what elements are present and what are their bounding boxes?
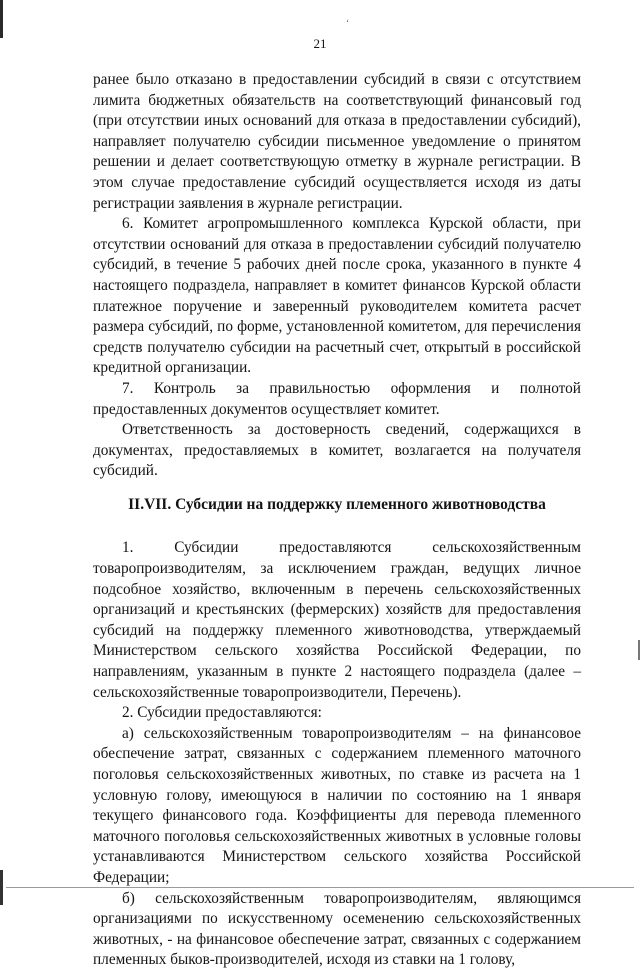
paragraph-subitem-a: а) сельскохозяйственным товаропроизводителям – на финансовое обеспечение затрат, связанных с содержанием племенного маточного поголовья сельскохозяйственных животных, по ставке из расчета на 1 условную голову, имеющуюся в наличии по состоянию на 1 января текущего финансового года. Коэффициенты для перевода племенного маточного поголовья сельскохозяйственных животных в условные головы устанавливаются Министерством сельского хозяйства Российской Федерации; [93,724,581,886]
paragraph-item-7: 7. Контроль за правильностью оформления и полнотой предоставленных документов осуществляет комитет. [93,379,581,418]
document-body [93,70,581,971]
section-title: II.VII. Субсидии на поддержку племенного животноводства [128,495,546,513]
scan-mark: ʻ [346,18,349,28]
paragraph-subitem-b: б) сельскохозяйственным товаропроизводителям, являющимся организациями по искусственному осеменению сельскохозяйственных животных, - на финансовое обеспечение затрат, связанных с содержанием племенных быков-производителей, исходя из ставки на 1 голову, [93,889,581,969]
paragraph-item-1: 1. Субсидии предоставляются сельскохозяйственным товаропроизводителям, за исключением граждан, ведущих личное подсобное хозяйство, включенным в перечень сельскохозяйственных организаций и крестьянских (фермерских) хозяйств для предоставления субсидий на поддержку племенного животноводства, утверждаемый Министерством сельского хозяйства Российской Федерации, по направлениям, указанным в пункте 2 настоящего подраздела (далее – сельскохозяйственные товаропроизводители, Перечень). [93,539,581,701]
bottom-rule [6,887,634,888]
paragraph-item-6: 6. Комитет агропромышленного комплекса Курской области, при отсутствии оснований для отказа в предоставлении субсидий получателю субсидий, в течение 5 рабочих дней после срока, указанного в пункте 4 настоящего подраздела, направляет в комитет финансов Курской области платежное поручение и заверенный руководителем комитета расчет размера субсидий, по форме, установленной комитетом, для перечисления средств получателю субсидии на расчетный счет, открытый в российской кредитной организации. [93,215,581,377]
paragraph-responsibility: Ответственность за достоверность сведений, содержащихся в документах, предоставляемых в комитет, возлагается на получателя субсидий. [93,421,581,480]
page-number: 21 [313,36,327,51]
scan-edge-left [0,0,3,905]
paragraph-item-2: 2. Субсидии предоставляются: [122,704,322,722]
paragraph-continuation: ранее было отказано в предоставлении субсидий в связи с отсутствием лимита бюджетных обязательств на соответствующий финансовый год (при отсутствии иных оснований для отказа в предоставлении субсидий), направляет получателю субсидии письменное уведомление о принятом решении и делает соответствующую отметку в журнале регистрации. В этом случае предоставление субсидий осуществляется исходя из даты регистрации заявления в журнале регистрации. [93,71,581,212]
